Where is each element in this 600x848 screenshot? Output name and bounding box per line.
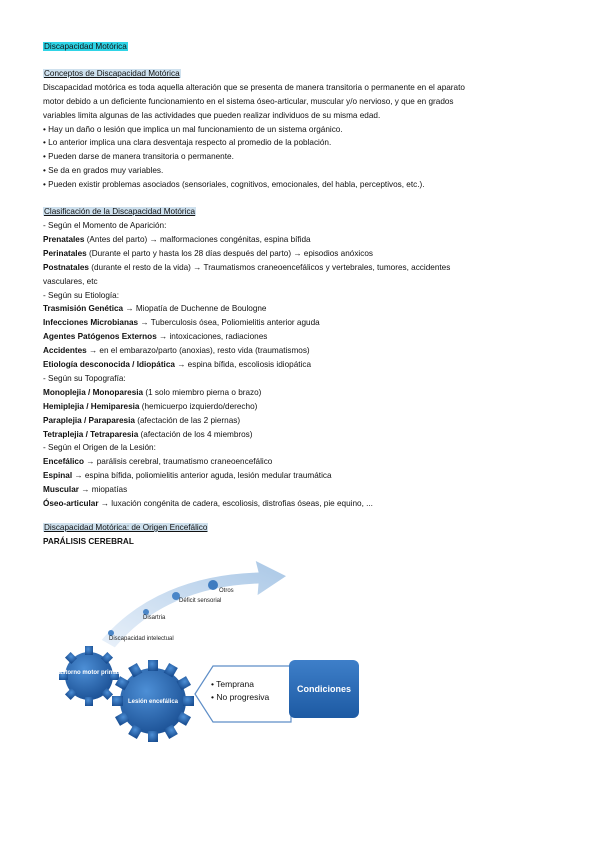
bullet-item: • Pueden darse de manera transitoria o permanente. [43,152,234,162]
gear-large-label: Lesión encefálica [127,699,179,705]
gear-small-label: Trastorno motor primario [52,670,126,676]
arrow-item-label: Disartria [143,615,166,621]
conditions-item: • Temprana [211,679,254,689]
list-item: Paraplejia / Paraparesia (afectación de las 2 piernas) [43,415,241,425]
list-item: Encefálico → parálisis cerebral, traumatismo craneoencefálico [43,457,273,467]
arrow-item-label: Otros [219,588,234,594]
group-label: - Según el Origen de la Lesión: [43,443,156,453]
conditions-item: • No progresiva [211,692,270,702]
list-item: Perinatales (Durante el parto y hasta los 28 días después del parto) → episodios anóxicos [43,248,373,258]
paragraph-line: variables limita algunas de las actividades que pueden realizar individuos de su misma edad. [43,110,381,120]
conditions-label: Condiciones [296,684,352,694]
list-item-continuation: vasculares, etc [43,276,98,286]
list-item: Muscular → miopatías [43,485,128,495]
bullet-item: • Lo anterior implica una clara desventaja respecto al promedio de la población. [43,138,332,148]
section-heading-conceptos: Conceptos de Discapacidad Motórica [44,68,180,78]
bullet-item: • Hay un daño o lesión que implica un mal funcionamiento de un sistema orgánico. [43,124,343,134]
section-heading-clasificacion: Clasificación de la Discapacidad Motórica [44,207,196,217]
paragraph-line: motor debido a un deficiente funcionamiento en el sistema óseo-articular, muscular y/o nervioso, y que en grados [43,96,454,106]
section-heading-origen-encefalico: Discapacidad Motórica: de Origen Encefálico [44,523,208,532]
list-item: Óseo-articular → luxación congénita de cadera, escoliosis, distrofias óseas, pie equino, ... [43,499,373,509]
list-item: Espinal → espina bífida, poliomielitis anterior aguda, lesión medular traumática [43,471,332,481]
bullet-item: • Se da en grados muy variables. [43,166,164,176]
list-item: Etiología desconocida / Idiopática → espina bífida, escoliosis idiopática [43,360,312,370]
bullet-item: • Pueden existir problemas asociados (sensoriales, cognitivos, emocionales, del habla, perceptivos, etc.). [43,180,425,190]
arrow-item-label: Discapacidad intelectual [109,636,174,642]
subheading-paralisis-cerebral: PARÁLISIS CEREBRAL [43,536,134,546]
list-item: Trasmisión Genética → Miopatía de Duchenne de Boulogne [43,304,267,314]
list-item: Infecciones Microbianas → Tuberculosis ósea, Poliomielitis anterior aguda [43,318,320,328]
gear-small-icon [59,646,119,706]
document-page [43,40,558,549]
group-label: - Según el Momento de Aparición: [43,220,167,230]
list-item: Hemiplejia / Hemiparesia (hemicuerpo izquierdo/derecho) [43,401,258,411]
group-label: - Según su Topografía: [43,373,126,383]
arrow-node-dot [208,580,218,590]
group-label: - Según su Etiología: [43,290,120,300]
document-title: Discapacidad Motórica [44,42,127,51]
arrow-item-label: Déficit sensorial [179,598,222,604]
list-item: Postnatales (durante el resto de la vida) → Traumatismos craneoencefálicos y vertebrales, tumores, accidentes [43,262,451,272]
list-item: Prenatales (Antes del parto) → malformaciones congénitas, espina bífida [43,234,311,244]
paralisis-cerebral-diagram [43,556,373,756]
list-item: Monoplejia / Monoparesia (1 solo miembro pierna o brazo) [43,387,262,397]
list-item: Accidentes → en el embarazo/parto (anoxias), resto vida (traumatismos) [43,346,310,356]
list-item: Tetraplejia / Tetraparesia (afectación de los 4 miembros) [43,429,253,439]
list-item: Agentes Patógenos Externos → intoxicaciones, radiaciones [43,332,268,342]
paragraph-line: Discapacidad motórica es toda aquella alteración que se presenta de manera transitoria o permanente en el aparato [43,82,465,92]
progress-arrow [101,560,287,648]
